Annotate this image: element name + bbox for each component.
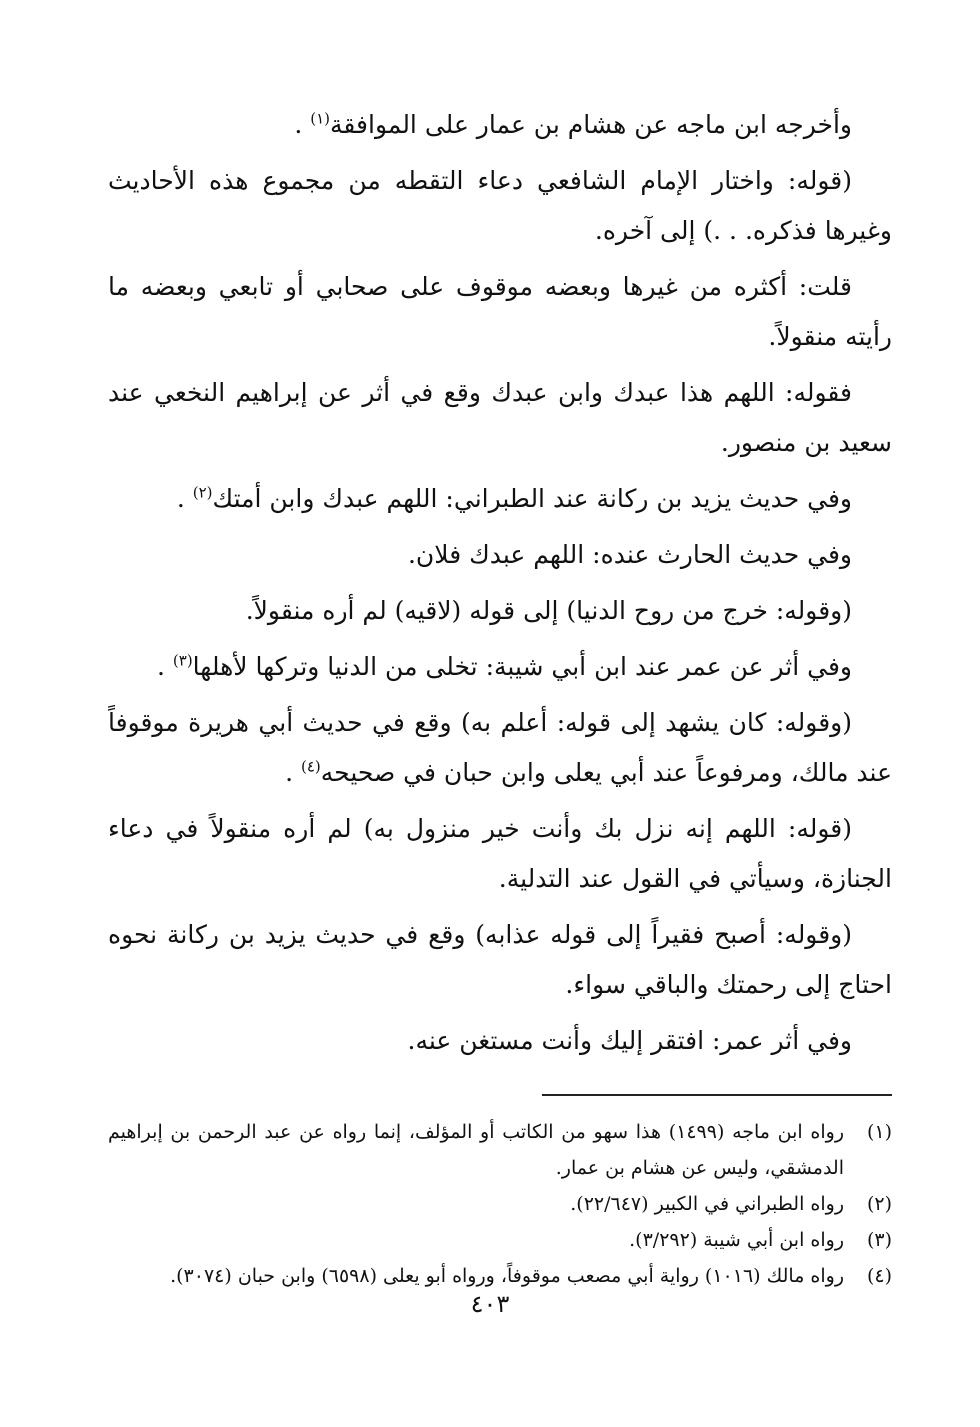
footnote-4 (108, 1258, 892, 1294)
footnote-text: رواه الطبراني في الكبير (٢٢/٦٤٧). (570, 1193, 844, 1215)
paragraph-7: (وقوله: خرج من روح الدنيا) إلى قوله (لاقيه) لم أره منقولاً. (245, 596, 852, 625)
paragraph-3: قلت: أكثره من غيرها وبعضه موقوف على صحابي أو تابعي وبعضه ما رأيته منقولاً. (108, 272, 892, 351)
paragraph-1: وأخرجه ابن ماجه عن هشام بن عمار على الموافقة$^{(١)}$ . (294, 109, 852, 139)
footnote-number: (٤) (866, 1265, 892, 1287)
paragraph-11: (وقوله: أصبح فقيراً إلى قوله عذابه) وقع في حديث يزيد بن ركانة نحوه احتاج إلى رحمتك والباقي سواء. (108, 920, 892, 999)
footnote-number: (٣) (866, 1229, 892, 1251)
footnote-ref-1[interactable]: (١) (310, 109, 330, 128)
footnote-2 (108, 1186, 892, 1222)
footnote-number: (٢) (866, 1193, 892, 1215)
page-number: ٤٠٣ (470, 1290, 510, 1318)
footnote-ref-4[interactable]: (٤) (301, 757, 321, 776)
footnote-ref-3[interactable]: (٣) (172, 651, 193, 670)
footnote-ref-2[interactable]: (٢) (192, 483, 213, 502)
footnote-text: رواه مالك (١٠١٦) رواية أبي مصعب موقوفاً، ورواه أبو يعلى (٦٥٩٨) وابن حبان (٣٠٧٤). (170, 1265, 844, 1287)
page-body (108, 100, 892, 1294)
paragraph-12: وفي أثر عمر: افتقر إليك وأنت مستغن عنه. (407, 1026, 852, 1055)
paragraph-9: (وقوله: كان يشهد إلى قوله: أعلم به) وقع في حديث أبي هريرة موقوفاً عند مالك، ومرفوعاً عند أبي يعلى وابن حبان في صحيحه$^{(٤)}$ . (108, 708, 892, 787)
footnote-1 (108, 1114, 892, 1186)
footnote-text: رواه ابن ماجه (١٤٩٩) هذا سهو من الكاتب أو المؤلف، إنما رواه عن عبد الرحمن بن إبراهيم الدمشقي، وليس عن هشام بن عمار. (108, 1121, 844, 1179)
footnote-separator (542, 1094, 892, 1096)
paragraph-4: فقوله: اللهم هذا عبدك وابن عبدك وقع في أثر عن إبراهيم النخعي عند سعيد بن منصور. (108, 378, 892, 457)
footnote-text: رواه ابن أبي شيبة (٣/٢٩٢). (629, 1229, 844, 1251)
paragraph-10: (قوله: اللهم إنه نزل بك وأنت خير منزول به) لم أره منقولاً في دعاء الجنازة، وسيأتي في القول عند التدلية. (108, 814, 892, 893)
paragraph-8: وفي أثر عن عمر عند ابن أبي شيبة: تخلى من الدنيا وتركها لأهلها$^{(٣)}$ . (156, 651, 852, 681)
paragraph-6: وفي حديث الحارث عنده: اللهم عبدك فلان. (407, 540, 852, 569)
paragraph-5: وفي حديث يزيد بن ركانة عند الطبراني: اللهم عبدك وابن أمتك$^{(٢)}$ . (176, 483, 852, 513)
footnotes (108, 1114, 892, 1294)
footnote-number: (١) (866, 1121, 892, 1143)
paragraph-2: (قوله: واختار الإمام الشافعي دعاء التقطه من مجموع هذه الأحاديث وغيرها فذكره. . .) إلى آخره. (108, 166, 892, 245)
footnote-3 (108, 1222, 892, 1258)
